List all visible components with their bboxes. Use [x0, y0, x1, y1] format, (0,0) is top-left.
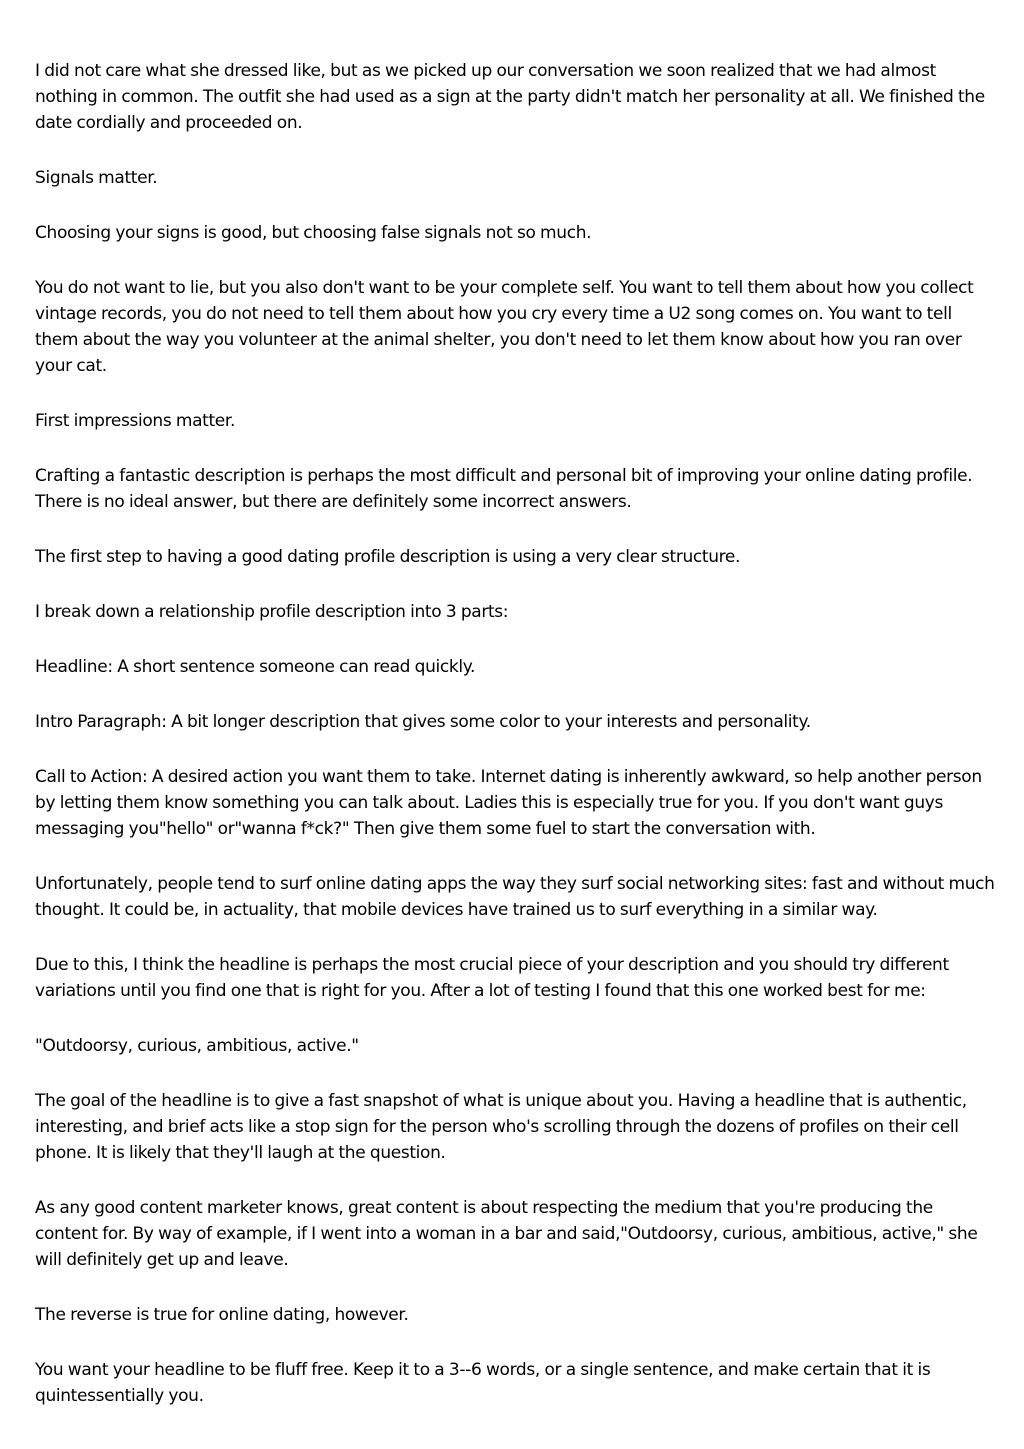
paragraph: You do not want to lie, but you also don't want to be your complete self. You want to tell them about how you collect vintage records, you do not need to tell them about how you cry every time a U2 song comes on. You want to tell them about the way you volunteer at the animal shelter, you don't need to let them know about how you ran over your cat.	[35, 278, 974, 376]
paragraph: First impressions matter.	[35, 411, 236, 431]
paragraph: Intro Paragraph: A bit longer description that gives some color to your interests and personality.	[35, 712, 811, 732]
paragraph: Signals matter.	[35, 168, 158, 188]
paragraph: Unfortunately, people tend to surf online dating apps the way they surf social networking sites: fast and without much thought. It could be, in actuality, that mobile devices have trained us to surf everything in a similar way.	[35, 874, 995, 920]
paragraph: Headline: A short sentence someone can read quickly.	[35, 657, 476, 677]
paragraph: Choosing your signs is good, but choosing false signals not so much.	[35, 223, 592, 243]
paragraph: Call to Action: A desired action you want them to take. Internet dating is inherently awkward, so help another person by letting them know something you can talk about. Ladies this is especially true for you. If you don't want guys messaging you"hello" or"wanna f*ck?" Then give them some fuel to start the conversation with.	[35, 767, 982, 839]
paragraph: Crafting a fantastic description is perhaps the most difficult and personal bit of improving your online dating profile. There is no ideal answer, but there are definitely some incorrect answers.	[35, 466, 973, 512]
paragraph: As any good content marketer knows, great content is about respecting the medium that you're producing the content for. By way of example, if I went into a woman in a bar and said,"Outdoorsy, curious, ambitious, active," she will definitely get up and leave.	[35, 1198, 978, 1270]
document-page	[35, 58, 995, 1438]
paragraph: The reverse is true for online dating, however.	[35, 1305, 409, 1325]
paragraph: I break down a relationship profile description into 3 parts:	[35, 602, 509, 622]
paragraph: "Outdoorsy, curious, ambitious, active."	[35, 1036, 359, 1056]
paragraph: I did not care what she dressed like, but as we picked up our conversation we soon realized that we had almost nothing in common. The outfit she had used as a sign at the party didn't match her personality at all. We finished the date cordially and proceeded on.	[35, 61, 985, 133]
paragraph: You want your headline to be fluff free. Keep it to a 3--6 words, or a single sentence, and make certain that it is quintessentially you.	[35, 1360, 931, 1406]
paragraph: The first step to having a good dating profile description is using a very clear structure.	[35, 547, 741, 567]
paragraph: The goal of the headline is to give a fast snapshot of what is unique about you. Having a headline that is authentic, interesting, and brief acts like a stop sign for the person who's scrolling through the dozens of profiles on their cell phone. It is likely that they'll laugh at the question.	[35, 1091, 967, 1163]
paragraph: Due to this, I think the headline is perhaps the most crucial piece of your description and you should try different variations until you find one that is right for you. After a lot of testing I found that this one worked best for me:	[35, 955, 949, 1001]
